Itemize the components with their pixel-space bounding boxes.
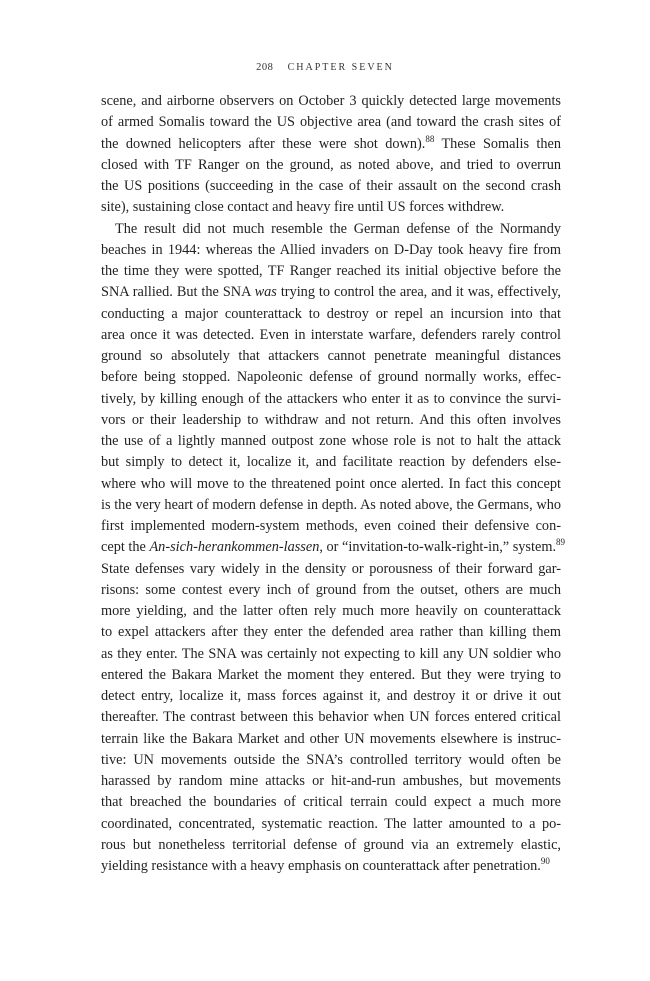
text-segment: rous but nonetheless territorial defense of ground via an extremely elastic, xyxy=(101,836,561,853)
text-line xyxy=(101,771,561,792)
text-line xyxy=(101,346,561,367)
text-line xyxy=(101,112,561,133)
text-line xyxy=(101,856,561,877)
text-segment: thereafter. The contrast between this behavior when UN forces entered critical xyxy=(101,709,561,726)
footnote-ref: 88 xyxy=(425,133,435,144)
text-segment: , or “invitation-to-walk-right-in,” system. xyxy=(319,539,557,556)
text-line xyxy=(101,707,561,728)
text-segment: vors or their leadership to withdraw and not return. And this often involves xyxy=(101,411,561,428)
text-line xyxy=(101,814,561,835)
text-line xyxy=(101,495,561,516)
page-number: 208 xyxy=(256,62,274,73)
text-segment: the US positions (succeeding in the case of their assault on the second crash xyxy=(101,178,561,194)
text-line xyxy=(101,134,561,155)
text-segment: is the very heart of modern defense in depth. As noted above, the Germans, who xyxy=(101,496,561,513)
text-segment: risons: some contest every inch of ground from the outset, others are much xyxy=(101,581,561,598)
text-line xyxy=(101,155,561,176)
text-segment: but simply to detect it, localize it, and facilitate reaction by defenders else- xyxy=(101,454,561,471)
text-line xyxy=(101,686,561,707)
text-line xyxy=(101,91,561,112)
italic-text: An-sich-herankommen-lassen xyxy=(149,539,320,556)
text-line xyxy=(101,580,561,601)
text-line xyxy=(101,282,561,303)
text-segment: These Somalis then xyxy=(434,135,562,152)
text-line xyxy=(101,219,561,240)
text-line xyxy=(101,537,566,558)
text-line xyxy=(101,474,561,495)
footnote-ref: 89 xyxy=(556,537,566,548)
text-segment: detect entry, localize it, mass forces against it, and destroy it or drive it out xyxy=(101,688,561,704)
text-line xyxy=(101,559,561,580)
text-line xyxy=(101,389,561,410)
running-head xyxy=(0,62,650,73)
text-segment: coordinated, concentrated, systematic reaction. The latter amounted to a po- xyxy=(101,815,561,832)
text-segment: SNA rallied. But the SNA xyxy=(101,284,255,301)
text-line xyxy=(101,601,561,622)
text-segment: trying to control the area, and it was, effectively, xyxy=(276,284,561,301)
footnote-ref: 90 xyxy=(540,856,550,866)
text-segment: the downed helicopters after these were shot down). xyxy=(101,135,426,152)
text-segment: more yielding, and the latter often rely much more heavily on counterattack xyxy=(101,603,561,619)
text-line xyxy=(101,622,561,643)
text-line xyxy=(101,431,561,452)
text-segment: that breached the boundaries of critical terrain could expect a much more xyxy=(101,794,561,811)
text-segment: as they enter. The SNA was certainly not expecting to kill any UN soldier who xyxy=(101,645,561,662)
text-segment: entered the Bakara Market the moment they entered. But they were trying to xyxy=(101,666,561,683)
text-segment: State defenses vary widely in the density or porousness of their forward gar- xyxy=(101,560,561,577)
chapter-title: CHAPTER SEVEN xyxy=(287,62,394,73)
text-segment: the use of a lightly manned outpost zone whose role is not to halt the attack xyxy=(101,433,561,449)
text-line xyxy=(101,644,561,665)
text-segment: ground so absolutely that attackers cannot penetrate meaningful distances xyxy=(101,348,561,364)
text-line xyxy=(101,729,561,750)
text-line xyxy=(101,325,561,346)
body-text xyxy=(101,91,566,877)
text-segment: scene, and airborne observers on October 3 quickly detected large movements xyxy=(101,93,561,109)
text-line xyxy=(101,452,561,473)
text-line xyxy=(101,240,561,261)
text-segment: closed with TF Ranger on the ground, as noted above, and tried to overrun xyxy=(101,156,561,173)
text-segment: terrain like the Bakara Market and other UN movements elsewhere is instruc- xyxy=(101,730,561,747)
text-segment: cept the xyxy=(101,539,150,556)
text-line xyxy=(101,367,561,388)
text-segment: beaches in 1944: whereas the Allied invaders on D-Day took heavy fire from xyxy=(101,241,561,258)
text-line xyxy=(101,410,561,431)
text-segment: yielding resistance with a heavy emphasis on counterattack after penetration. xyxy=(101,858,541,874)
text-line xyxy=(101,835,561,856)
text-segment: conducting a major counterattack to destroy or repel an incursion into that xyxy=(101,305,561,322)
text-segment: area once it was detected. Even in interstate warfare, defenders rarely control xyxy=(101,326,561,343)
text-segment: site), sustaining close contact and heavy fire until US forces withdrew. xyxy=(101,199,505,216)
text-segment: to expel attackers after they enter the defended area rather than killing them xyxy=(101,624,561,641)
text-line xyxy=(101,176,561,197)
text-segment: tively, by killing enough of the attackers who enter it as to convince the survi- xyxy=(101,390,561,407)
text-segment: the time they were spotted, TF Ranger reached its initial objective before the xyxy=(101,263,561,279)
text-line xyxy=(101,750,561,771)
text-segment: tive: UN movements outside the SNA’s controlled territory would often be xyxy=(101,751,561,768)
text-line xyxy=(101,516,561,537)
italic-text: was xyxy=(254,284,277,301)
text-segment: before being stopped. Napoleonic defense of ground normally works, effec- xyxy=(101,369,561,386)
text-line xyxy=(101,792,561,813)
text-line xyxy=(101,304,561,325)
text-segment: The result did not much resemble the German defense of the Normandy xyxy=(115,220,561,237)
text-segment: where who will move to the threatened point once alerted. In fact this concept xyxy=(101,475,561,492)
text-line xyxy=(101,665,561,686)
text-line xyxy=(101,261,561,282)
text-line xyxy=(101,197,561,218)
text-segment: first implemented modern-system methods, even coined their defensive con- xyxy=(101,518,561,534)
text-segment: harassed by random mine attacks or hit-and-run ambushes, but movements xyxy=(101,773,561,789)
text-segment: of armed Somalis toward the US objective area (and toward the crash sites of xyxy=(101,114,561,131)
